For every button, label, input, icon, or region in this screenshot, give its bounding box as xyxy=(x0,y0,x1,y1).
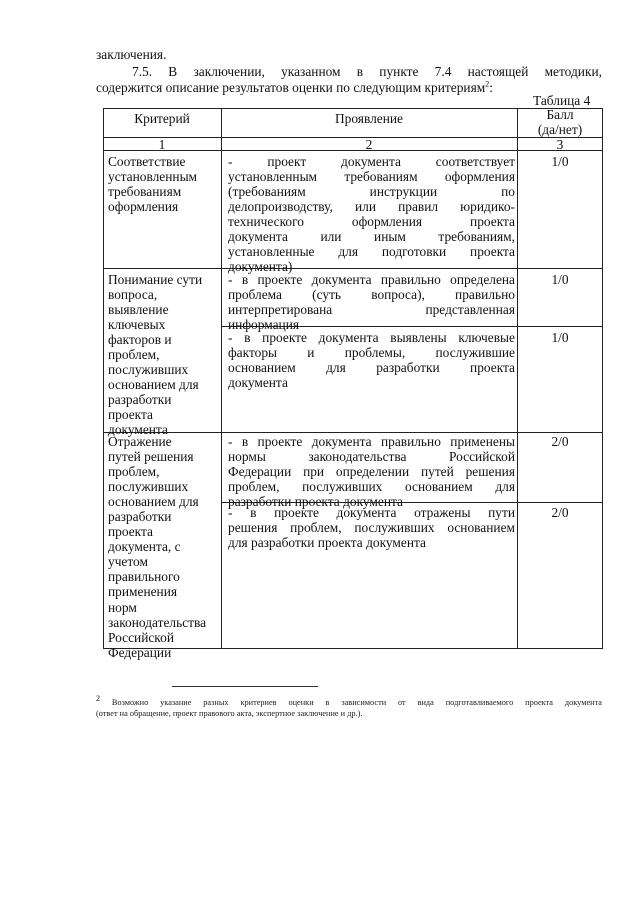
table-caption: Таблица 4 xyxy=(533,93,591,108)
criterion-cell: Соответствие установленным требованиям оформления xyxy=(108,154,198,215)
footnote-line-2: (ответ на обращение, проект правового акта, экспертное заключение и др.). xyxy=(96,709,363,718)
manifestation-cell: - в проекте документа отражены пути решения проблем, послуживших основанием для разработки проекта документа xyxy=(228,505,515,551)
score-cell: 1/0 xyxy=(551,330,569,345)
col-number-2: 2 xyxy=(365,137,373,152)
intro-line-1: 7.5. В заключении, указанном в пункте 7.4 настоящей методики, xyxy=(132,64,602,79)
criteria-table xyxy=(103,107,603,660)
manifestation-cell: - проект документа соответствует установленным требованиям оформления (требованиям инструкции по делопроизводству, или правил юридико- технического оформления проекта документа или иным требованиям, установленные для подготовки проекта документа) xyxy=(228,154,515,275)
footnote-separator xyxy=(172,686,318,687)
intro-line-2-text: содержится описание результатов оценки по следующим критериям xyxy=(96,80,486,95)
header-score-2: (да/нет) xyxy=(537,122,583,137)
col-number-1: 1 xyxy=(158,137,166,152)
score-cell: 1/0 xyxy=(551,154,569,169)
footnote-mark: 2 xyxy=(96,694,100,704)
intro-line-0: заключения. xyxy=(96,47,167,62)
col-number-3: 3 xyxy=(556,137,564,152)
criterion-cell: Отражение путей решения проблем, послуживших основанием для разработки проекта документа, с учетом правильного применения норм законодательства Российской Федерации xyxy=(108,434,207,660)
intro-line-2 xyxy=(96,80,493,95)
manifestation-cell: - в проекте документа правильно определена проблема (суть вопроса), правильно интерпретирована представленная информация xyxy=(228,272,515,333)
score-cell: 2/0 xyxy=(551,505,569,520)
intro-line-2-tail: : xyxy=(489,80,493,95)
criterion-cell: Понимание сути вопроса, выявление ключевых факторов и проблем, послуживших основанием для разработки проекта документа xyxy=(108,272,203,438)
footnote-ref: 2 xyxy=(485,79,490,89)
manifestation-cell: - в проекте документа правильно применены нормы законодательства Российской Федерации при определении путей решения проблем, послуживших основанием для разработки проекта документа xyxy=(228,434,515,510)
footnote xyxy=(96,694,602,719)
header-score-1: Балл xyxy=(546,107,574,122)
manifestation-cell: - в проекте документа выявлены ключевые факторы и проблемы, послужившие основанием для разработки проекта документа xyxy=(228,330,515,391)
score-cell: 1/0 xyxy=(551,272,569,287)
score-cell: 2/0 xyxy=(551,434,569,449)
header-criterion: Критерий xyxy=(134,111,190,126)
header-manifestation: Проявление xyxy=(334,111,403,126)
footnote-line-1: Возможно указание разных критериев оценки в зависимости от вида подготавливаемого проекта документа xyxy=(111,698,602,707)
